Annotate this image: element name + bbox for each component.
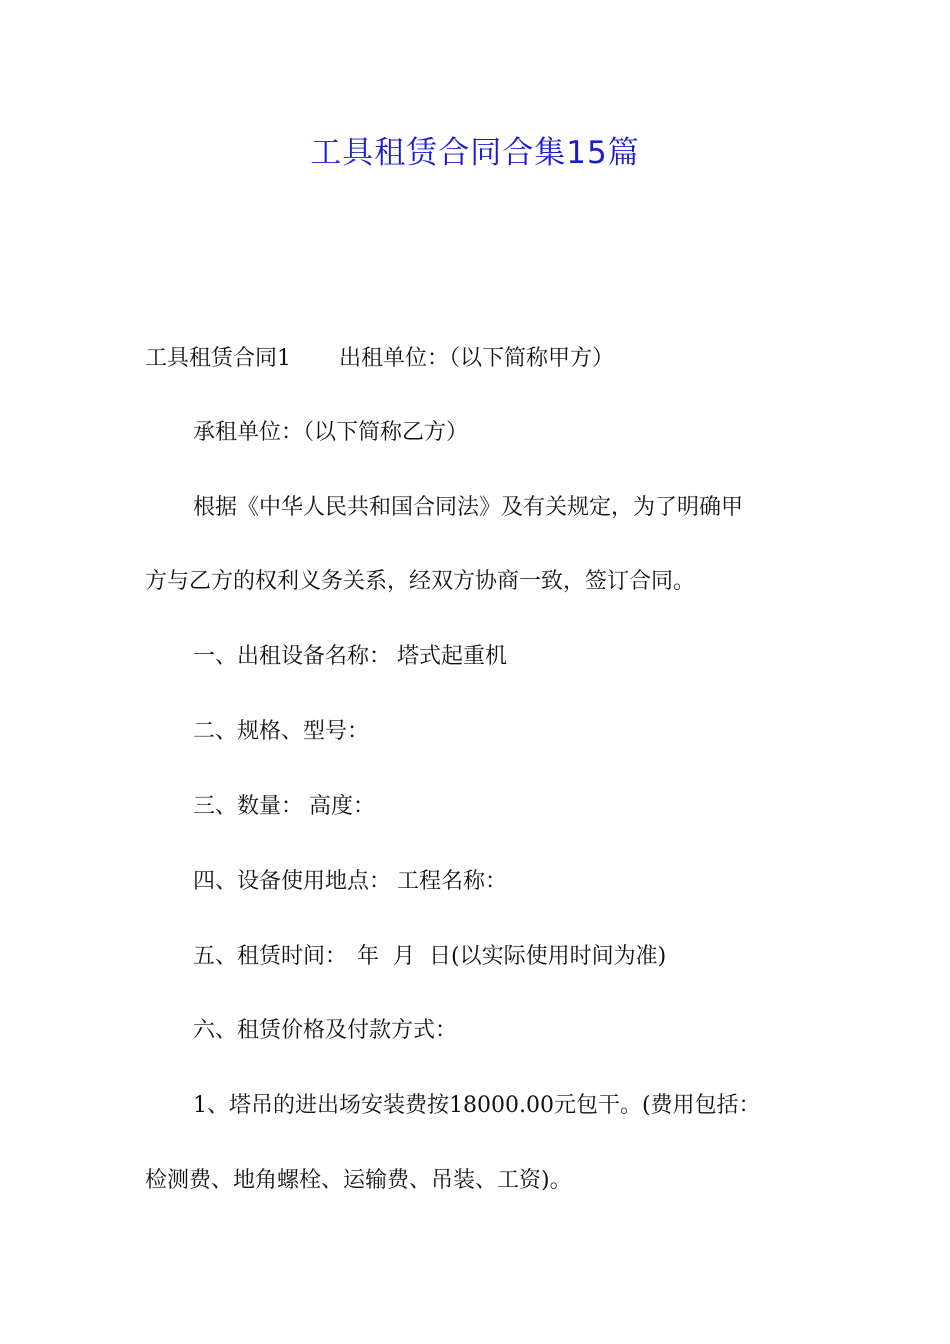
- intro-line-1: 根据《中华人民共和国合同法》及有关规定，为了明确甲: [193, 495, 744, 520]
- item-1-value: 塔式起重机: [397, 644, 508, 669]
- item-5: [193, 940, 858, 974]
- item-3: [193, 790, 858, 824]
- lessee-line: 承租单位：（以下简称乙方）: [193, 420, 469, 445]
- item-4-label: 四、设备使用地点：: [193, 869, 392, 894]
- item-1-label: 一、出租设备名称：: [193, 644, 392, 669]
- intro-line-2: 方与乙方的权利义务关系，经双方协商一致，签订合同。: [145, 569, 696, 594]
- clause-1-line-1: 1、塔吊的进出场安装费按18000.00元包干。(费用包括：: [193, 1093, 761, 1118]
- clause-1-line-2: 检测费、地角螺栓、运输费、吊装、工资)。: [145, 1168, 572, 1193]
- item-1: [193, 640, 858, 674]
- contract-heading-line: [145, 342, 810, 376]
- item-6: 六、租赁价格及付款方式：: [193, 1018, 458, 1043]
- document-title: 工具租赁合同合集15篇: [310, 135, 640, 171]
- lessor-line: 出租单位：（以下简称甲方）: [339, 346, 615, 371]
- item-5-label: 五、租赁时间：: [193, 944, 348, 969]
- item-3-extra: 高度：: [309, 794, 376, 819]
- item-2: 二、规格、型号：: [193, 719, 370, 744]
- item-3-label: 三、数量：: [193, 794, 304, 819]
- item-4-extra: 工程名称：: [397, 869, 508, 894]
- contract-heading: 工具租赁合同1: [145, 346, 291, 371]
- item-5-value: 年 月 日(以实际使用时间为准): [357, 944, 667, 969]
- item-4: [193, 865, 858, 899]
